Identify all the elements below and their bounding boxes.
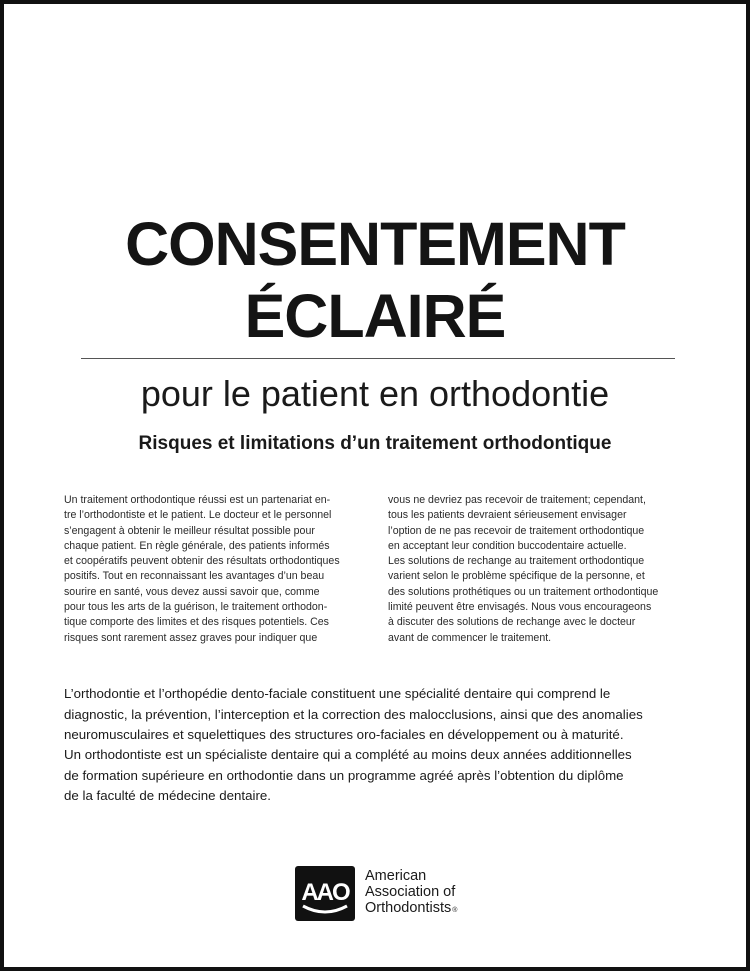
intro-left-line: tre l’orthodontiste et le patient. Le docteur et le personnel <box>64 509 332 522</box>
logo-name-text: Orthodontists <box>365 900 452 916</box>
intro-left-line: pour tous les arts de la guérison, le traitement orthodon- <box>64 601 328 614</box>
document-subtitle: pour le patient en orthodontie <box>140 373 610 414</box>
paragraph-line: neuromusculaires et squelettiques des structures oro-faciales en développement ou à maturité. <box>64 727 624 742</box>
intro-left-line: risques sont rarement assez graves pour indiquer que <box>64 631 318 644</box>
logo-name-line-3 <box>365 900 457 919</box>
section-subheading: Risques et limitations d’un traitement orthodontique <box>138 433 612 454</box>
logo-mark-text: AAO <box>301 879 349 906</box>
intro-column-left <box>64 493 364 646</box>
intro-right-line: limité peuvent être envisagés. Nous vous encourageons <box>388 601 652 614</box>
paragraph-line: Un orthodontiste est un spécialiste dentaire qui a complété au moins deux années additionnelles <box>64 747 632 762</box>
registered-mark: ® <box>452 907 458 914</box>
intro-right-line: vous ne devriez pas recevoir de traitement; cependant, <box>388 494 646 506</box>
title-line-2: ÉCLAIRÉ <box>244 282 506 350</box>
intro-left-line: Un traitement orthodontique réussi est un partenariat en- <box>64 494 331 506</box>
logo-name-line: Association of <box>365 884 456 900</box>
orthodontist-paragraph <box>64 745 704 807</box>
intro-right-line: des solutions prothétiques ou un traitement orthodontique <box>388 585 659 598</box>
intro-left-line: s’engagent à obtenir le meilleur résultat possible pour <box>64 524 315 537</box>
aao-logo-name <box>365 868 457 919</box>
document-title <box>4 208 746 352</box>
paragraph-line: diagnostic, la prévention, l’interception et la correction des malocclusions, ainsi que des anomalies <box>64 706 643 722</box>
intro-column-right <box>388 493 688 646</box>
intro-right-line: avant de commencer le traitement. <box>388 631 552 644</box>
intro-right-line: en acceptant leur condition buccodentaire actuelle. <box>388 539 627 552</box>
logo-name-line: American <box>365 868 427 884</box>
intro-left-line: positifs. Tout en reconnaissant les avantages d’un beau <box>64 570 325 583</box>
intro-right-line: varient selon le problème spécifique de la personne, et <box>388 570 645 583</box>
intro-left-line: tique comporte des limites et des risques potentiels. Ces <box>64 616 329 629</box>
intro-left-line: sourire en santé, vous devez aussi savoir que, comme <box>64 585 320 598</box>
intro-right-line: tous les patients devraient sérieusement envisager <box>388 509 627 522</box>
paragraph-line: L’orthodontie et l’orthopédie dento-faciale constituent une spécialité dentaire qui comprend le <box>64 686 611 701</box>
intro-left-line: chaque patient. En règle générale, des patients informés <box>64 539 330 552</box>
paragraph-line: de la faculté de médecine dentaire. <box>64 788 271 803</box>
definition-paragraph <box>64 684 704 746</box>
intro-left-line: et coopératifs peuvent obtenir des résultats orthodontiques <box>64 555 340 568</box>
paragraph-line: de formation supérieure en orthodontie dans un programme agréé après l’obtention du diplôme <box>64 767 624 783</box>
title-divider <box>81 358 675 359</box>
intro-right-line: l’option de ne pas recevoir de traitement orthodontique <box>388 524 645 537</box>
intro-right-line: à discuter des solutions de rechange avec le docteur <box>388 616 636 629</box>
aao-logo <box>295 862 535 926</box>
intro-right-line: Les solutions de rechange au traitement orthodontique <box>388 555 645 568</box>
aao-logo-mark <box>295 866 355 921</box>
title-line-1: CONSENTEMENT <box>125 210 625 278</box>
